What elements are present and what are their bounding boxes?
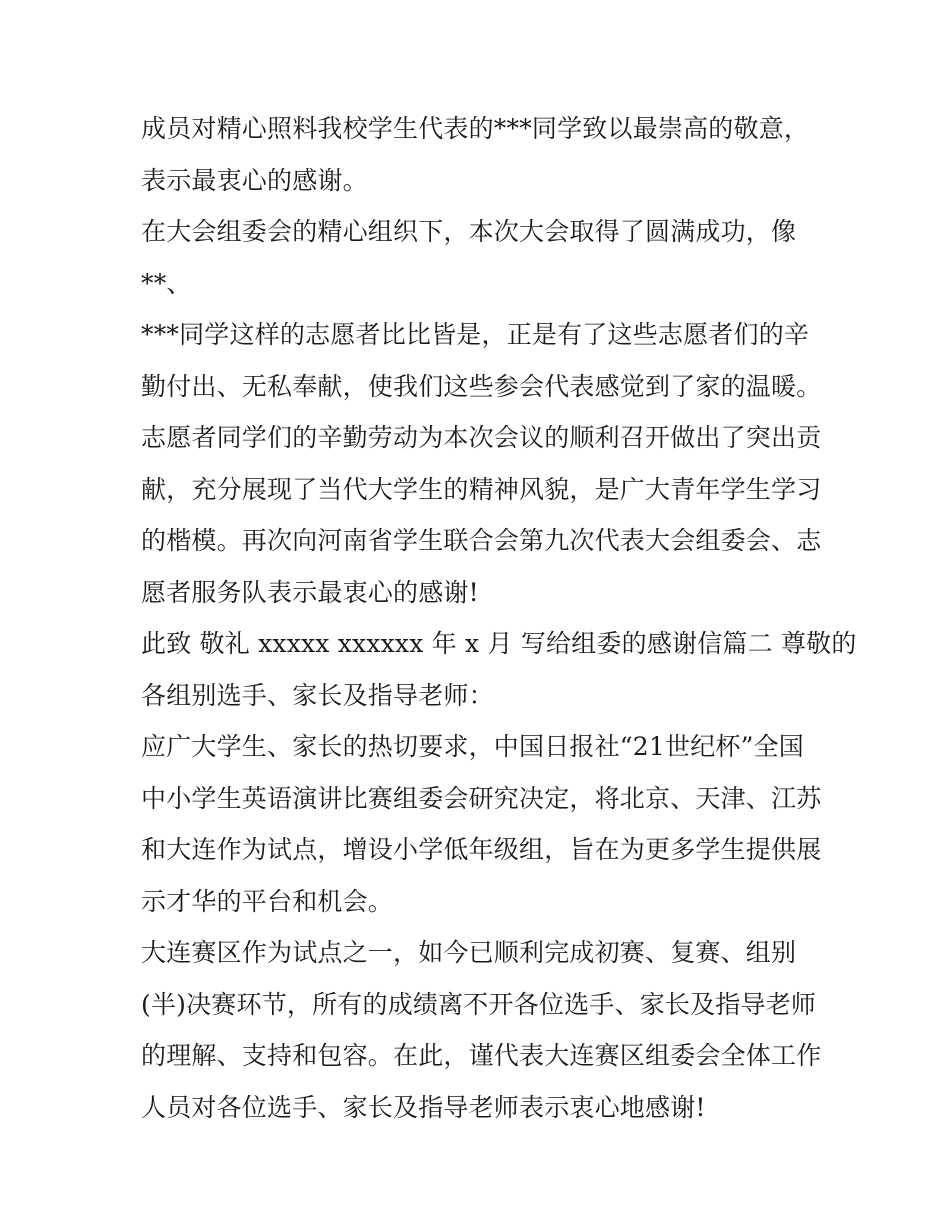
text-line: 的理解、支持和包容。在此，谨代表大连赛区组委会全体工作 (141, 1041, 822, 1070)
text-line: 在大会组委会的精心组织下，本次大会取得了圆满成功，像 (141, 217, 797, 246)
text-line: 愿者服务队表示最衷心的感谢! (141, 577, 479, 607)
text-line: 成员对精心照料我校学生代表的***同学致以最崇高的敬意， (141, 114, 810, 143)
text-line: 的楷模。再次向河南省学生联合会第九次代表大会组委会、志 (141, 526, 822, 555)
text-line: 示才华的平台和机会。 (141, 886, 394, 916)
text-line: (半)决赛环节，所有的成绩离不开各位选手、家长及指导老师 (141, 989, 817, 1019)
text-line: 人员对各位选手、家长及指导老师表示衷心地感谢! (141, 1092, 706, 1122)
text-line: 大连赛区作为试点之一，如今已顺利完成初赛、复赛、组别 (141, 938, 797, 967)
text-line: 表示最衷心的感谢。 (141, 165, 368, 195)
text-line: 志愿者同学们的辛勤劳动为本次会议的顺利召开做出了突出贡 (141, 423, 822, 452)
text-line: 勤付出、无私奉献，使我们这些参会代表感觉到了家的温暖。 (141, 371, 822, 401)
text-line: **、 (141, 268, 192, 298)
document-body (141, 103, 857, 1133)
text-line: ***同学这样的志愿者比比皆是，正是有了这些志愿者们的辛 (141, 320, 810, 349)
text-line: 献，充分展现了当代大学生的精神风貌，是广大青年学生学习 (141, 474, 822, 504)
text-line: 各组别选手、家长及指导老师： (141, 680, 494, 710)
text-line: 中小学生英语演讲比赛组委会研究决定，将北京、天津、江苏 (141, 783, 822, 813)
text-line: 应广大学生、家长的热切要求，中国日报社“21世纪杯”全国 (141, 732, 804, 761)
text-line: 此致 敬礼 xxxxx xxxxxx 年 x 月 写给组委的感谢信篇二 尊敬的 (141, 629, 857, 658)
text-line: 和大连作为试点，增设小学低年级组，旨在为更多学生提供展 (141, 835, 822, 864)
